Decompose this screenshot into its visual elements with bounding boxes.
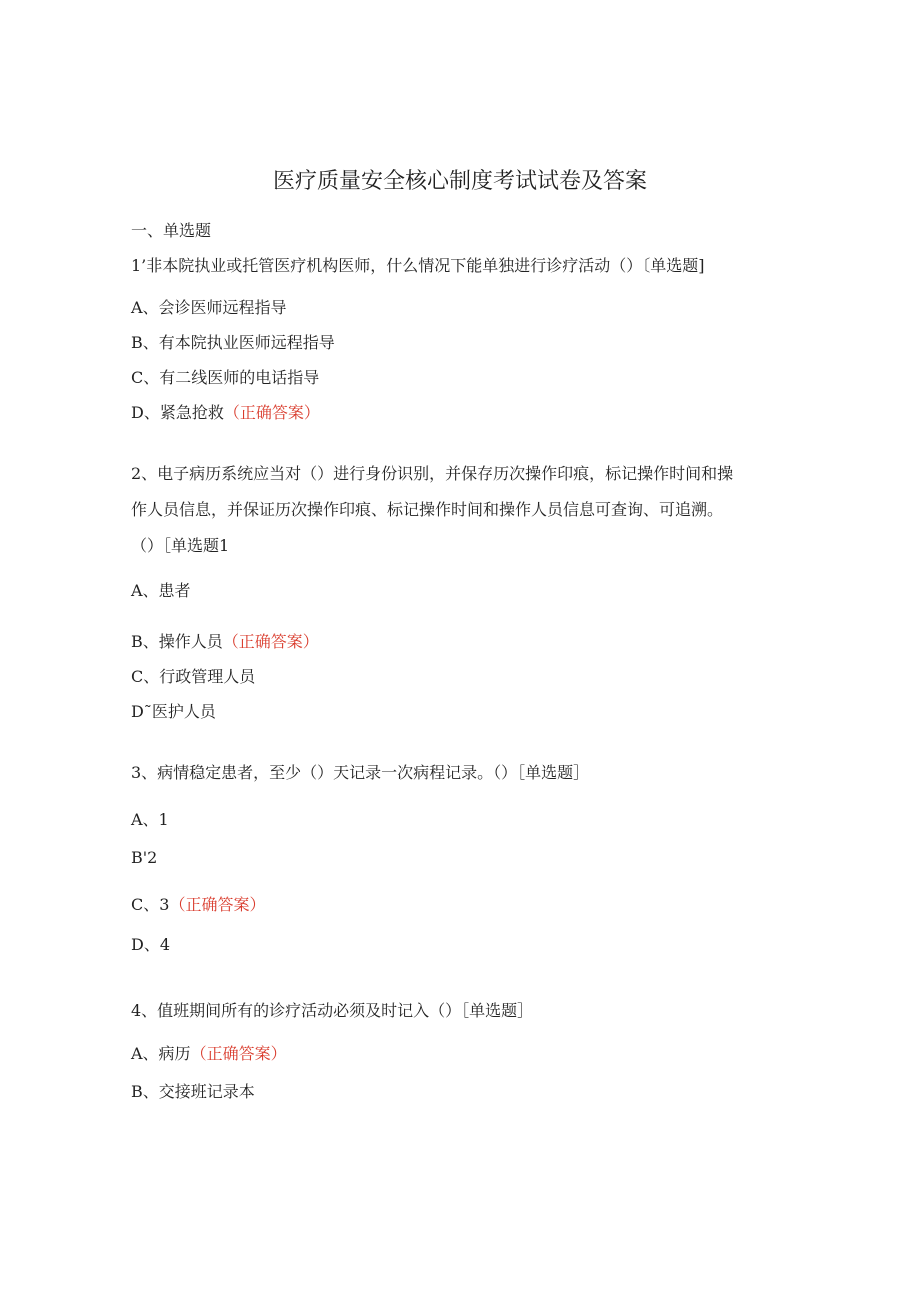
question-2-option-a: A、患者 [131, 581, 191, 600]
question-3-stem-line-1: 3、病情稳定患者，至少（）天记录一次病程记录。（）［单选题］ [131, 763, 590, 782]
correct-answer-mark: （正确答案） [222, 632, 319, 651]
question-4-option-b: B、交接班记录本 [131, 1082, 255, 1101]
page-title: 医疗质量安全核心制度考试试卷及答案 [272, 169, 647, 194]
section-heading: 一、单选题 [131, 221, 212, 240]
correct-answer-mark: （正确答案） [223, 403, 320, 422]
question-4-option-a-text: A、病历 [131, 1044, 191, 1063]
question-1-option-b: B、有本院执业医师远程指导 [131, 333, 335, 352]
correct-answer-mark: （正确答案） [190, 1044, 287, 1063]
question-1-option-a: A、会诊医师远程指导 [131, 298, 287, 317]
question-1-option-d-text: D、紧急抢救 [131, 403, 224, 422]
question-2-option-b-text: B、操作人员 [131, 632, 223, 651]
question-1-option-d [131, 403, 320, 423]
question-3-option-d: D、4 [131, 935, 171, 954]
question-1-stem-line-1: 1’非本院执业或托管医疗机构医师，什么情况下能单独进行诊疗活动（）〔单选题] [131, 256, 705, 275]
question-3-option-c [131, 895, 265, 915]
question-2-option-c: C、行政管理人员 [131, 667, 256, 686]
question-3-option-b: B'2 [131, 848, 158, 867]
question-2-stem-line-2: 作人员信息，并保证历次操作印痕、标记操作时间和操作人员信息可查询、可追溯。 [131, 500, 724, 519]
question-1-option-c: C、有二线医师的电话指导 [131, 368, 320, 387]
question-4-stem-line-1: 4、值班期间所有的诊疗活动必须及时记入（）［单选题］ [131, 1001, 534, 1020]
question-2-stem-line-1: 2、电子病历系统应当对（）进行身份识别，并保存历次操作印痕，标记操作时间和操 [131, 464, 734, 483]
question-2-option-d: D˜医护人员 [131, 702, 216, 721]
correct-answer-mark: （正确答案） [169, 895, 266, 914]
question-4-option-a [131, 1044, 287, 1064]
question-3-option-a: A、1 [131, 810, 169, 829]
question-2-stem-line-3: （）［单选题1 [131, 536, 230, 555]
question-2-option-b [131, 632, 319, 652]
question-3-option-c-text: C、3 [131, 895, 170, 914]
